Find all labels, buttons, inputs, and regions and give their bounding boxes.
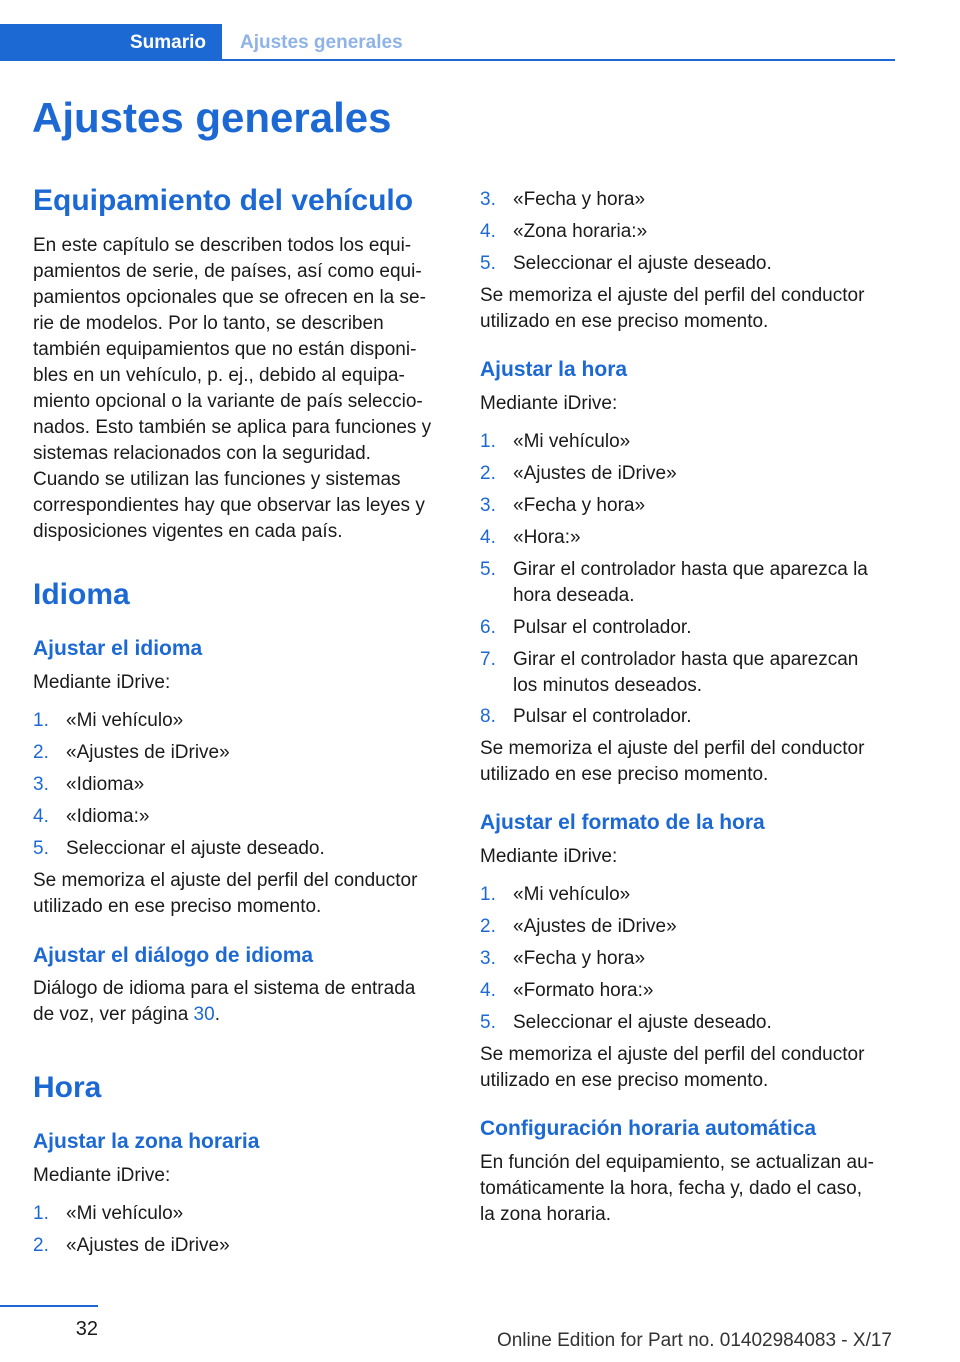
text-line: En este capítulo se describen todos los equi-	[33, 235, 412, 256]
page-title: Ajustes generales	[32, 94, 392, 141]
list-text: «Mi vehículo»	[513, 884, 631, 905]
text-line: Se memoriza el ajuste del perfil del conductor	[480, 285, 865, 306]
list-text: «Fecha y hora»	[513, 189, 646, 210]
list-number: 3.	[480, 948, 496, 969]
list-text: «Idioma»	[66, 774, 145, 795]
list-number: 5.	[480, 559, 496, 580]
text-line: En función del equipamiento, se actualizan au-	[480, 1152, 874, 1173]
footer-divider	[0, 1305, 98, 1307]
list-text: «Fecha y hora»	[513, 495, 646, 516]
list-number: 5.	[480, 253, 496, 274]
heading-dialogo-idioma: Ajustar el diálogo de idioma	[33, 944, 314, 967]
heading-ajustar-idioma: Ajustar el idioma	[33, 637, 203, 660]
list-number: 3.	[480, 189, 496, 210]
tab-sumario[interactable]: Sumario	[0, 24, 222, 61]
text-line: tomáticamente la hora, fecha y, dado el caso,	[480, 1178, 862, 1199]
text-line: Girar el controlador hasta que aparezcan	[513, 649, 859, 670]
text-line: Girar el controlador hasta que aparezca la	[513, 559, 868, 580]
text-line: miento opcional o la variante de país seleccio-	[33, 391, 423, 412]
text-line: utilizado en ese preciso momento.	[480, 1070, 769, 1091]
text-line: pamientos de serie, de países, así como equi-	[33, 261, 422, 282]
list-number: 4.	[480, 980, 496, 1001]
list-number: 2.	[33, 1235, 49, 1256]
list-number: 1.	[33, 1203, 49, 1224]
text-line: pamientos opcionales que se ofrecen en la se-	[33, 287, 426, 308]
tab-ajustes-generales[interactable]: Ajustes generales	[240, 31, 403, 53]
list-number: 3.	[480, 495, 496, 516]
text-line: hora deseada.	[513, 585, 635, 606]
text-line: bles en un vehículo, p. ej., debido al equipa-	[33, 365, 405, 386]
text-line: Cuando se utilizan las funciones y sistemas	[33, 469, 401, 490]
heading-zona-horaria: Ajustar la zona horaria	[33, 1130, 260, 1153]
list-number: 1.	[480, 884, 496, 905]
list-number: 1.	[33, 710, 49, 731]
list-text: «Formato hora:»	[513, 980, 654, 1001]
heading-equipamiento: Equipamiento del vehículo	[33, 184, 414, 217]
edition-note: Online Edition for Part no. 01402984083 - X/17	[496, 1330, 892, 1351]
text-line: Se memoriza el ajuste del perfil del conductor	[480, 738, 865, 759]
text-line: Diálogo de idioma para el sistema de entrada	[33, 978, 416, 999]
text-line: los minutos deseados.	[513, 675, 703, 696]
mediante-idrive: Mediante iDrive:	[33, 672, 171, 693]
list-number: 4.	[33, 806, 49, 827]
list-text: «Fecha y hora»	[513, 948, 646, 969]
list-number: 5.	[33, 838, 49, 859]
paragraph-memoriza	[480, 283, 895, 335]
paragraph-dialogo	[33, 976, 448, 1028]
list-text: Seleccionar el ajuste deseado.	[66, 838, 325, 859]
list-text: «Ajustes de iDrive»	[513, 463, 677, 484]
heading-idioma: Idioma	[33, 578, 130, 611]
paragraph-memoriza	[480, 1042, 895, 1094]
list-number: 2.	[33, 742, 49, 763]
text-line: de voz, ver página	[33, 1004, 194, 1025]
list-number: 3.	[33, 774, 49, 795]
paragraph-memoriza	[480, 736, 895, 788]
text-line: Se memoriza el ajuste del perfil del conductor	[33, 870, 418, 891]
text-line: utilizado en ese preciso momento.	[480, 311, 769, 332]
list-text: «Ajustes de iDrive»	[66, 1235, 230, 1256]
list-text: «Hora:»	[513, 527, 581, 548]
text-line: utilizado en ese preciso momento.	[480, 764, 769, 785]
mediante-idrive: Mediante iDrive:	[480, 846, 618, 867]
page-link[interactable]: 30	[193, 1004, 215, 1025]
text-line: utilizado en ese preciso momento.	[33, 896, 322, 917]
paragraph-automatica	[480, 1150, 895, 1228]
list-text	[513, 647, 895, 699]
list-number: 4.	[480, 221, 496, 242]
mediante-idrive: Mediante iDrive:	[33, 1165, 171, 1186]
list-text: «Zona horaria:»	[513, 221, 648, 242]
list-text: «Idioma:»	[66, 806, 150, 827]
header-divider	[222, 59, 895, 61]
list-text: «Mi vehículo»	[66, 1203, 184, 1224]
list-text: Pulsar el controlador.	[513, 617, 692, 638]
list-text: «Ajustes de iDrive»	[66, 742, 230, 763]
text-line: disposiciones vigentes en cada país.	[33, 521, 343, 542]
text-line: Se memoriza el ajuste del perfil del conductor	[480, 1044, 865, 1065]
list-number: 2.	[480, 916, 496, 937]
list-text: Seleccionar el ajuste deseado.	[513, 253, 772, 274]
list-number: 5.	[480, 1012, 496, 1033]
paragraph-memoriza	[33, 868, 448, 920]
text-line: nados. Esto también se aplica para funciones y	[33, 417, 432, 438]
list-text: «Mi vehículo»	[513, 431, 631, 452]
heading-ajustar-hora: Ajustar la hora	[480, 358, 628, 381]
list-number: 4.	[480, 527, 496, 548]
list-number: 2.	[480, 463, 496, 484]
list-number: 1.	[480, 431, 496, 452]
list-text: «Ajustes de iDrive»	[513, 916, 677, 937]
page-number: 32	[75, 1318, 98, 1340]
text-line: la zona horaria.	[480, 1204, 611, 1225]
list-text: Pulsar el controlador.	[513, 706, 692, 727]
list-text: Seleccionar el ajuste deseado.	[513, 1012, 772, 1033]
mediante-idrive: Mediante iDrive:	[480, 393, 618, 414]
paragraph-equipamiento	[33, 233, 448, 545]
text-line: .	[214, 1004, 220, 1025]
list-text: «Mi vehículo»	[66, 710, 184, 731]
list-number: 8.	[480, 706, 496, 727]
list-text	[513, 557, 895, 609]
heading-hora: Hora	[33, 1071, 102, 1104]
text-line: correspondientes hay que observar las leyes y	[33, 495, 425, 516]
text-line: también equipamientos que no están disponi-	[33, 339, 417, 360]
text-line: sistemas relacionados con la seguridad.	[33, 443, 371, 464]
text-line: rie de modelos. Por lo tanto, se describen	[33, 313, 384, 334]
heading-configuracion-automatica: Configuración horaria automática	[480, 1117, 817, 1140]
list-number: 6.	[480, 617, 496, 638]
heading-formato-hora: Ajustar el formato de la hora	[480, 811, 765, 834]
list-number: 7.	[480, 649, 496, 670]
top-nav	[0, 24, 895, 61]
